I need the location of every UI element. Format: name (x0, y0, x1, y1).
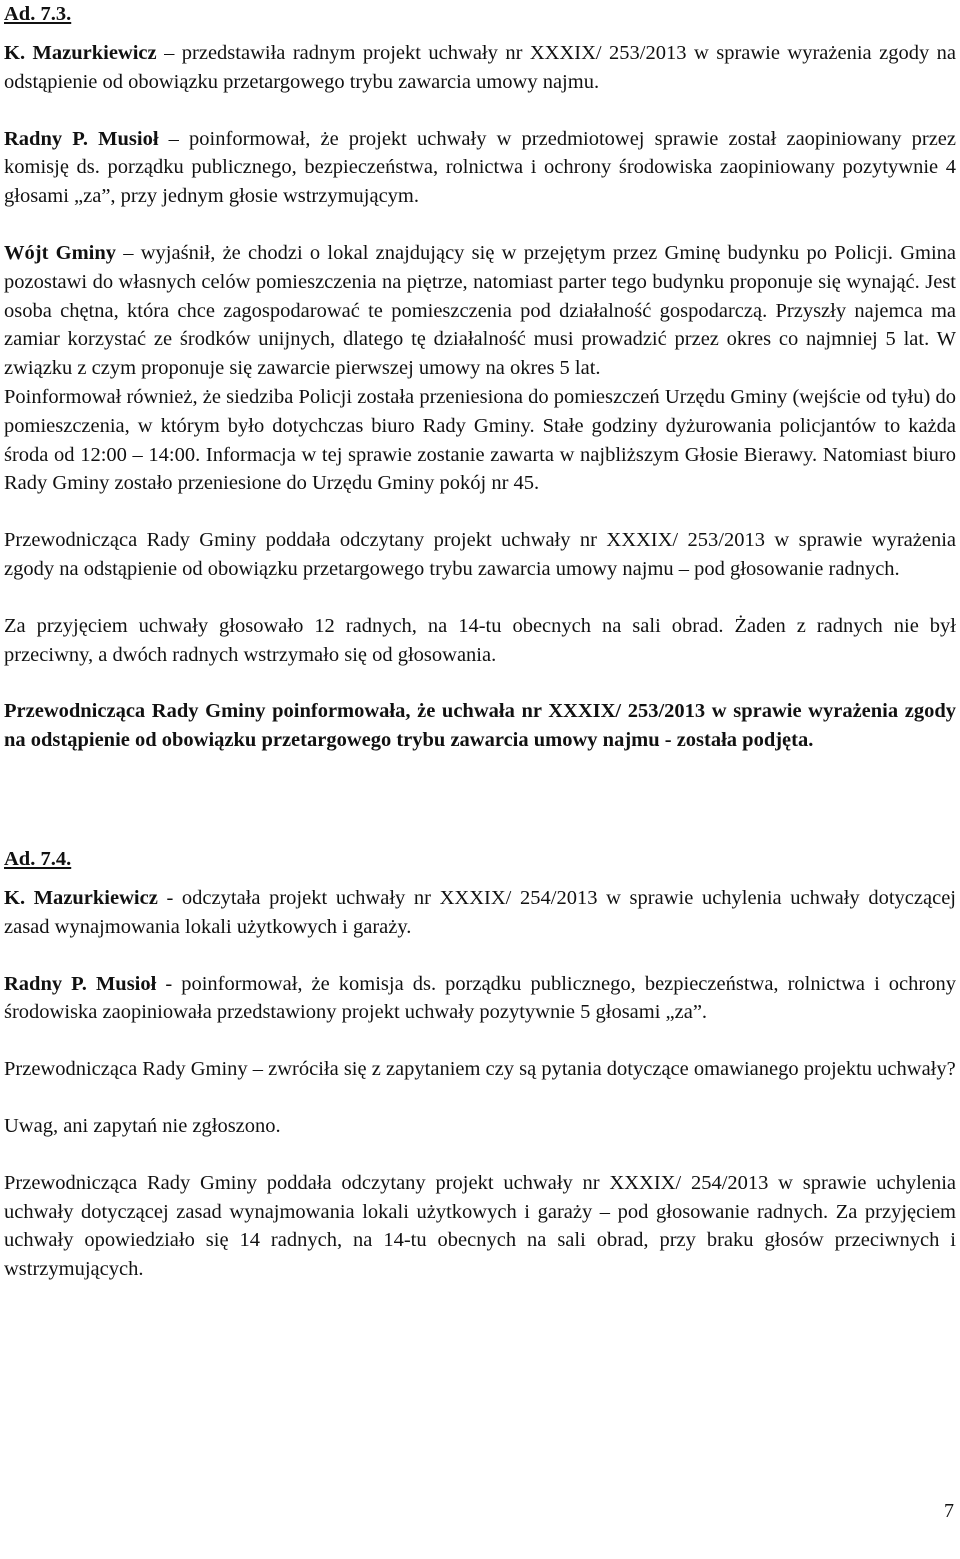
paragraph-mazurkiewicz-reading (4, 884, 956, 942)
spacer (4, 498, 956, 526)
section-7-4 (4, 845, 956, 1284)
spacer (4, 97, 956, 125)
page-number: 7 (944, 1500, 954, 1522)
spacer (4, 669, 956, 697)
spacer (4, 29, 956, 39)
spacer (4, 584, 956, 612)
section-heading: Ad. 7.3. (4, 3, 72, 25)
speaker-name: Radny P. Musioł (4, 972, 157, 995)
speaker-name: K. Mazurkiewicz (4, 886, 158, 909)
paragraph-police-relocation: Poinformował również, że siedziba Policji została przeniesiona do pomieszczeń Urzędu Gminy (wejście od tyłu) do pomieszczenia, w którym było dotychczas biuro Rady Gminy. Stałe godziny dyżurowania policjantów to każda środa od 12:00 – 14:00. Informacja w tej sprawie zostanie zawarta w najbliższym Głosie Bierawy. Natomiast biuro Rady Gminy zostało przeniesione do Urzędu Gminy pokój nr 45. (4, 385, 956, 495)
paragraph-vote-summary: Przewodnicząca Rady Gminy poddała odczytany projekt uchwały nr XXXIX/ 254/2013 w sprawie uchylenia uchwały dotyczącej zasad wynajmowania lokali użytkowych i garaży – pod głosowanie radnych. Za przyjęciem uchwały opowiedziało się 14 radnych, na 14-tu obecnych na sali obrad, przy braku głosów przeciwnych i wstrzymujących. (4, 1171, 956, 1281)
paragraph-mazurkiewicz-presentation (4, 39, 956, 97)
speaker-name: Wójt Gminy (4, 241, 117, 264)
speaker-name: Radny P. Musioł (4, 127, 159, 150)
paragraph-wojt-explanation (4, 239, 956, 383)
spacer (4, 1084, 956, 1112)
spacer (4, 211, 956, 239)
section-heading: Ad. 7.4. (4, 847, 72, 870)
paragraph-chair-question: Przewodnicząca Rady Gminy – zwróciła się z zapytaniem czy są pytania dotyczące omawianego projektu uchwały? (4, 1058, 956, 1081)
spacer (4, 755, 956, 845)
paragraph-musiol-committee (4, 970, 956, 1028)
spacer (4, 942, 956, 970)
paragraph-text: - poinformował, że komisja ds. porządku publicznego, bezpieczeństwa, rolnictwa i ochrony środowiska zaopiniowała przedstawiony projekt uchwały pozytywnie 5 głosami „za”. (4, 972, 956, 1024)
spacer (4, 1027, 956, 1055)
section-7-3 (4, 0, 956, 755)
paragraph-text: – wyjaśnił, że chodzi o lokal znajdujący się w przejętym przez Gminę budynku po Policji. Gmina pozostawi do własnych celów pomieszczenia na piętrze, natomiast parter tego budynku proponuje się wynająć. Jest osoba chętna, która chce zagospodarować te pomieszczenia pod działalność gospodarczą. Przyszły najemca ma zamiar korzystać ze środków unijnych, dlatego tę działalność musi prowadzić przez okres co najmniej 5 lat. W związku z czym proponuje się zawarcie pierwszej umowy na okres 5 lat. (4, 241, 956, 380)
paragraph-text: - odczytała projekt uchwały nr XXXIX/ 254/2013 w sprawie uchylenia uchwały dotyczącej zasad wynajmowania lokali użytkowych i garaży. (4, 886, 956, 938)
paragraph-no-remarks: Uwag, ani zapytań nie zgłoszono. (4, 1114, 281, 1137)
paragraph-text: – poinformował, że projekt uchwały w przedmiotowej sprawie został zaopiniowany przez komisję ds. porządku publicznego, bezpieczeństwa, rolnictwa i ochrony środowiska zaopiniowany pozytywnie 4 głosami „za”, przy jednym głosie wstrzymującym. (4, 127, 956, 208)
paragraph-text: – przedstawiła radnym projekt uchwały nr XXXIX/ 253/2013 w sprawie wyrażenia zgody na odstąpienie od obowiązku przetargowego trybu zawarcia umowy najmu. (4, 42, 956, 93)
paragraph-musiol-opinion (4, 125, 956, 211)
paragraph-vote-result: Za przyjęciem uchwały głosowało 12 radnych, na 14-tu obecnych na sali obrad. Żaden z radnych nie był przeciwny, a dwóch radnych wstrzymało się od głosowania. (4, 614, 956, 666)
spacer (4, 1141, 956, 1169)
paragraph-resolution-adopted: Przewodnicząca Rady Gminy poinformowała, że uchwała nr XXXIX/ 253/2013 w sprawie wyrażenia zgody na odstąpienie od obowiązku przetargowego trybu zawarcia umowy najmu - została podjęta. (4, 700, 956, 752)
speaker-name: K. Mazurkiewicz (4, 42, 157, 64)
document-page (4, 0, 956, 1284)
paragraph-vote-call: Przewodnicząca Rady Gminy poddała odczytany projekt uchwały nr XXXIX/ 253/2013 w sprawie wyrażenia zgody na odstąpienie od obowiązku przetargowego trybu zawarcia umowy najmu – pod głosowanie radnych. (4, 529, 956, 580)
spacer (4, 874, 956, 884)
